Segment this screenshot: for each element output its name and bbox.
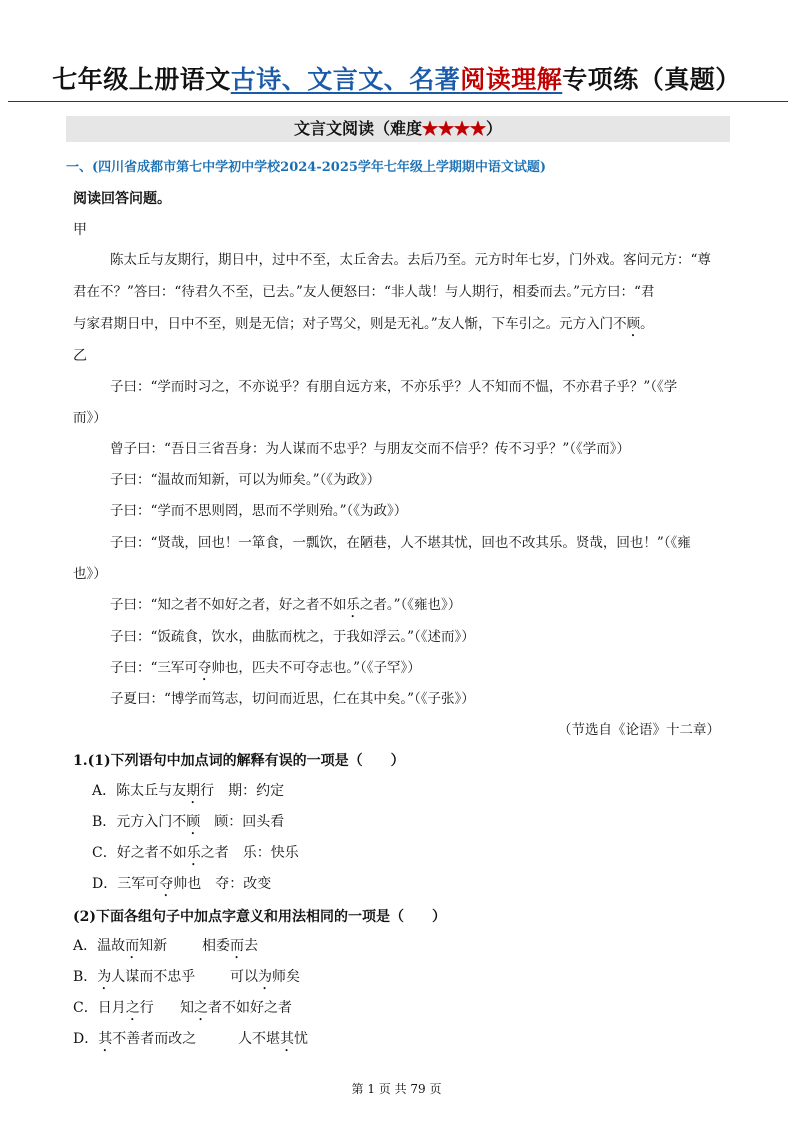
dotted-char: 而 xyxy=(230,938,244,954)
jia-line3-text: 与家君期日中，日中不至，则是无信；对子骂父，则是无礼。”友人惭，下车引之。元方入门不 xyxy=(73,316,627,332)
analects-line-7: 子曰：“饭疏食，饮水，曲肱而枕之，于我如浮云。”（《述而》） xyxy=(110,629,475,645)
analects-line-9: 子夏曰：“博学而笃志，切问而近思，仁在其中矣。”（《子张》） xyxy=(110,691,475,707)
l6-end: 之者。”（《雍也》） xyxy=(359,597,462,613)
option-text: 人谋而不忠乎 xyxy=(111,969,196,985)
analects-line-3: 子曰：“温故而知新，可以为师矣。”（《为政》） xyxy=(110,472,381,488)
option-text: B． xyxy=(73,969,98,985)
option-text: 之者 乐：快乐 xyxy=(200,845,299,861)
passage-jia-label: 甲 xyxy=(73,222,87,238)
dotted-char: 为 xyxy=(97,969,112,985)
title-part2: 古诗、文言文、名著 xyxy=(230,65,461,94)
l8-end: 帅也，匹夫不可夺志也。”（《子罕》） xyxy=(211,660,421,676)
title-divider xyxy=(8,101,788,102)
dotted-char: 期 xyxy=(186,783,201,799)
q1-option-d[interactable] xyxy=(92,873,271,900)
section-heading xyxy=(66,116,730,142)
dotted-char: 为 xyxy=(258,969,272,985)
dotted-char: 乐 xyxy=(346,597,360,613)
document-title xyxy=(0,60,793,96)
question-2-stem: (2)下面各组句子中加点字意义和用法相同的一项是（ ） xyxy=(73,909,446,925)
option-text: 相委 xyxy=(202,938,230,954)
dotted-char: 顾 xyxy=(186,814,201,830)
dotted-char: 其 xyxy=(98,1031,113,1047)
title-part4: 专项练（真题） xyxy=(562,65,741,94)
option-text: B．元方入门不 xyxy=(92,814,187,830)
option-text: D．三军可 xyxy=(92,876,160,892)
analects-line-8 xyxy=(110,656,421,684)
option-text: 帅也 夺：改变 xyxy=(173,876,272,892)
instruction: 阅读回答问题。 xyxy=(73,191,171,207)
analects-line-6 xyxy=(110,593,461,621)
option-text: A．温故 xyxy=(73,938,126,954)
option-text: C．日月 xyxy=(73,1000,126,1016)
page-number: 第 1 页 共 79 页 xyxy=(351,1082,442,1096)
q2-option-c[interactable] xyxy=(73,997,154,1024)
option-text: 不善者而改之 xyxy=(112,1031,197,1047)
option-text: 顾：回头看 xyxy=(200,814,285,830)
analects-line-1-cont: 而》） xyxy=(73,410,107,426)
option-text: 人不堪 xyxy=(238,1031,280,1047)
dotted-char: 乐 xyxy=(186,845,201,861)
question-source: 一、(四川省成都市第七中学初中学校2024-2025学年七年级上学期期中语文试题) xyxy=(66,160,547,175)
analects-line-4: 子曰：“学而不思则罔，思而不学则殆。”（《为政》） xyxy=(110,503,408,519)
question-1-stem: 1.(1)下列语句中加点词的解释有误的一项是（ ） xyxy=(73,753,405,769)
option-text: C．好之者不如 xyxy=(92,845,187,861)
q1-option-c[interactable] xyxy=(92,842,299,869)
l8-text: 子曰：“三军可 xyxy=(110,660,198,676)
difficulty-stars: ★★★★ xyxy=(421,119,486,138)
analects-line-1: 子曰：“学而时习之，不亦说乎？有朋自远方来，不亦乐乎？人不知而不愠，不亦君子乎？”（《学 xyxy=(110,379,678,395)
option-text: 去 xyxy=(244,938,258,954)
section-close: ） xyxy=(486,119,503,138)
dotted-char: 顾 xyxy=(626,316,641,332)
q1-option-b[interactable] xyxy=(92,811,284,838)
analects-line-5-cont: 也》） xyxy=(73,566,107,582)
dotted-char: 其 xyxy=(280,1031,294,1047)
dotted-char: 之 xyxy=(125,1000,140,1016)
section-label: 文言文阅读（难度 xyxy=(293,119,422,138)
q2-option-b[interactable] xyxy=(73,966,195,993)
q2-option-c-compare xyxy=(180,997,292,1024)
option-text: A．陈太丘与友 xyxy=(92,783,187,799)
q2-option-a-compare xyxy=(202,935,258,962)
dotted-char: 而 xyxy=(125,938,140,954)
analects-line-5: 子曰：“贤哉，回也！一箪食，一瓢饮，在陋巷，人不堪其忧，回也不改其乐。贤哉，回也！”（《雍 xyxy=(110,535,691,551)
option-text: 忧 xyxy=(294,1031,308,1047)
q2-option-b-compare xyxy=(230,966,300,993)
option-text: 行 xyxy=(139,1000,154,1016)
jia-line3-end: 。 xyxy=(640,316,654,332)
passage-jia-line-3 xyxy=(73,312,654,340)
passage-jia-line-1: 陈太丘与友期行，期日中，过中不至，太丘舍去。去后乃至。元方时年七岁，门外戏。客问元方：“尊 xyxy=(110,252,711,268)
title-part1: 七年级上册语文 xyxy=(52,65,231,94)
passage-jia-line-2: 君在不？”答曰：“待君久不至，已去。”友人便怒曰：“非人哉！与人期行，相委而去。”元方曰：“君 xyxy=(73,284,655,300)
option-text: 师矣 xyxy=(272,969,300,985)
passage-yi-label: 乙 xyxy=(73,348,87,364)
dotted-char: 夺 xyxy=(159,876,174,892)
option-text: D． xyxy=(73,1031,99,1047)
option-text: 者不如好之者 xyxy=(208,1000,292,1016)
q2-option-a[interactable] xyxy=(73,935,167,962)
analects-line-2: 曾子曰：“吾日三省吾身：为人谋而不忠乎？与朋友交而不信乎？传不习乎？”（《学而》） xyxy=(110,441,631,457)
dotted-char: 之 xyxy=(194,1000,208,1016)
option-text: 行 期：约定 xyxy=(200,783,285,799)
q1-option-a[interactable] xyxy=(92,780,284,807)
title-part3: 阅读理解 xyxy=(460,65,563,94)
attribution: （节选自《论语》十二章） xyxy=(558,722,720,738)
option-text: 知新 xyxy=(139,938,168,954)
q2-option-d-compare xyxy=(238,1028,308,1055)
option-text: 可以 xyxy=(230,969,258,985)
l6-text: 子曰：“知之者不如好之者，好之者不如 xyxy=(110,597,347,613)
q2-option-d[interactable] xyxy=(73,1028,196,1055)
dotted-char: 夺 xyxy=(197,660,212,676)
option-text: 知 xyxy=(180,1000,194,1016)
